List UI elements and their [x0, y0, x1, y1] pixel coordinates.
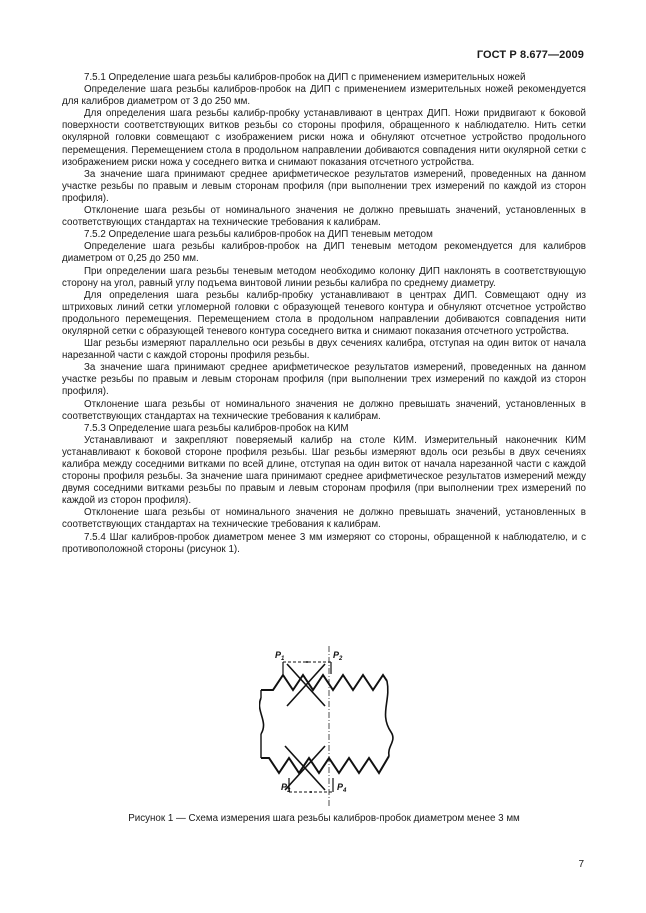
- section-heading-7-5-1: 7.5.1 Определение шага резьбы калибров-пробок на ДИП с применением измерительных ножей: [84, 72, 526, 83]
- bottom-thread-profile: [261, 756, 389, 773]
- section-heading-7-5-3: 7.5.3 Определение шага резьбы калибров-пробок на КИМ: [84, 422, 349, 434]
- paragraph: При определении шага резьбы теневым методом необходимо колонку ДИП наклонять в соответствующую сторону на угол, равный углу подъема винтовой линии резьбы калибра по среднему диаметру.: [62, 265, 586, 289]
- left-break-curve: [259, 698, 263, 734]
- section-heading-7-5-4: 7.5.4 Шаг калибров-пробок диаметром менее 3 мм измеряют со стороны, обращенной к наблюдателю, и с противоположной стороны (рисунок 1).: [62, 531, 586, 555]
- paragraph: Шаг резьбы измеряют параллельно оси резьбы в двух сечениях калибра, отступая на один виток от начала нарезанной части с каждой стороны профиля резьбы.: [62, 338, 586, 362]
- bottom-dim-point: [310, 791, 312, 793]
- paragraph: За значение шага принимают среднее арифметическое результатов измерений, проведенных на данном участке резьбы по правым и левым сторонам профиля (при выполнении трех измерений по каждой из сторон профиля).: [62, 168, 586, 204]
- section-heading-7-5-2: 7.5.2 Определение шага резьбы калибров-пробок на ДИП теневым методом: [84, 229, 433, 241]
- label-p4: $P_4$: [337, 782, 347, 794]
- paragraph: Для определения шага резьбы калибр-пробку устанавливают в центрах ДИП. Ножи придвигают к боковой поверхности соответствующих витков резьбы со стороны профиля, обращенного к наблюдателю. Нить сетки окулярной головки совмещают с изображением риски ножа и обнуляют отсчетное устройство продольного перемещения. Перемещением стола в продольном направлении добиваются совпадения нити окулярной сетки с изображением риски ножа у соседнего витка и снимают показания отсчетного устройства.: [62, 108, 586, 168]
- label-p2: $P_2$: [333, 650, 343, 662]
- figure-1-thread-diagram: [259, 646, 399, 806]
- paragraph: Определение шага резьбы калибров-пробок на ДИП с применением измерительных ножей рекомендуется для калибров диаметром от 3 до 250 мм.: [62, 84, 586, 108]
- top-thread-profile: [261, 675, 387, 690]
- standard-code-header: ГОСТ Р 8.677—2009: [476, 49, 584, 61]
- paragraph: За значение шага принимают среднее арифметическое результатов измерений, проведенных на данном участке резьбы по правым и левым сторонам профиля (при выполнении трех измерений по каждой из сторон профиля).: [62, 362, 586, 398]
- page-number: 7: [578, 859, 584, 870]
- paragraph: Отклонение шага резьбы от номинального значения не должно превышать значений, установленных в соответствующих стандартах на технические требования к калибрам.: [62, 507, 586, 531]
- paragraph: Отклонение шага резьбы от номинального значения не должно превышать значений, установленных в соответствующих стандартах на технические требования к калибрам.: [62, 398, 586, 422]
- thread-pitch-diagram: [259, 646, 399, 806]
- label-p3: $P_3$: [281, 782, 291, 794]
- right-break-curve: [386, 681, 393, 756]
- top-dim-point: [306, 661, 308, 663]
- paragraph: Для определения шага резьбы калибр-пробку устанавливают в центрах ДИП. Совмещают одну из штриховых линий сетки угломерной головки с образующей теневого контура и обнуляют отсчетное устройство продольного перемещения. Перемещением стола в продольном направлении добиваются совпадения нити окулярной сетки с образующей теневого контура соседнего витка и снимают показания отсчетного устройства.: [62, 289, 586, 337]
- figure-caption: Рисунок 1 — Схема измерения шага резьбы калибров-пробок диаметром менее 3 мм: [128, 813, 520, 824]
- label-p1: $P_1$: [275, 650, 285, 662]
- paragraph: Отклонение шага резьбы от номинального значения не должно превышать значений, установленных в соответствующих стандартах на технические требования к калибрам.: [62, 205, 586, 229]
- paragraph: Определение шага резьбы калибров-пробок на ДИП теневым методом рекомендуется для калибров диаметром от 0,25 до 250 мм.: [62, 241, 586, 265]
- body-text: [62, 72, 586, 556]
- paragraph: Устанавливают и закрепляют поверяемый калибр на столе КИМ. Измерительный наконечник КИМ устанавливают к боковой стороне профиля резьбы. Шаг резьбы измеряют вдоль оси резьбы в двух сечениях калибра между соседними витками по всей длине, отступая на один виток от начала нарезанной части с каждой стороны профиля резьбы. За значение шага принимают среднее арифметическое результатов измерений между двумя соседними витками резьбы по правым и левым сторонам профиля (при выполнении трех измерений по каждой из сторон профиля).: [62, 434, 586, 507]
